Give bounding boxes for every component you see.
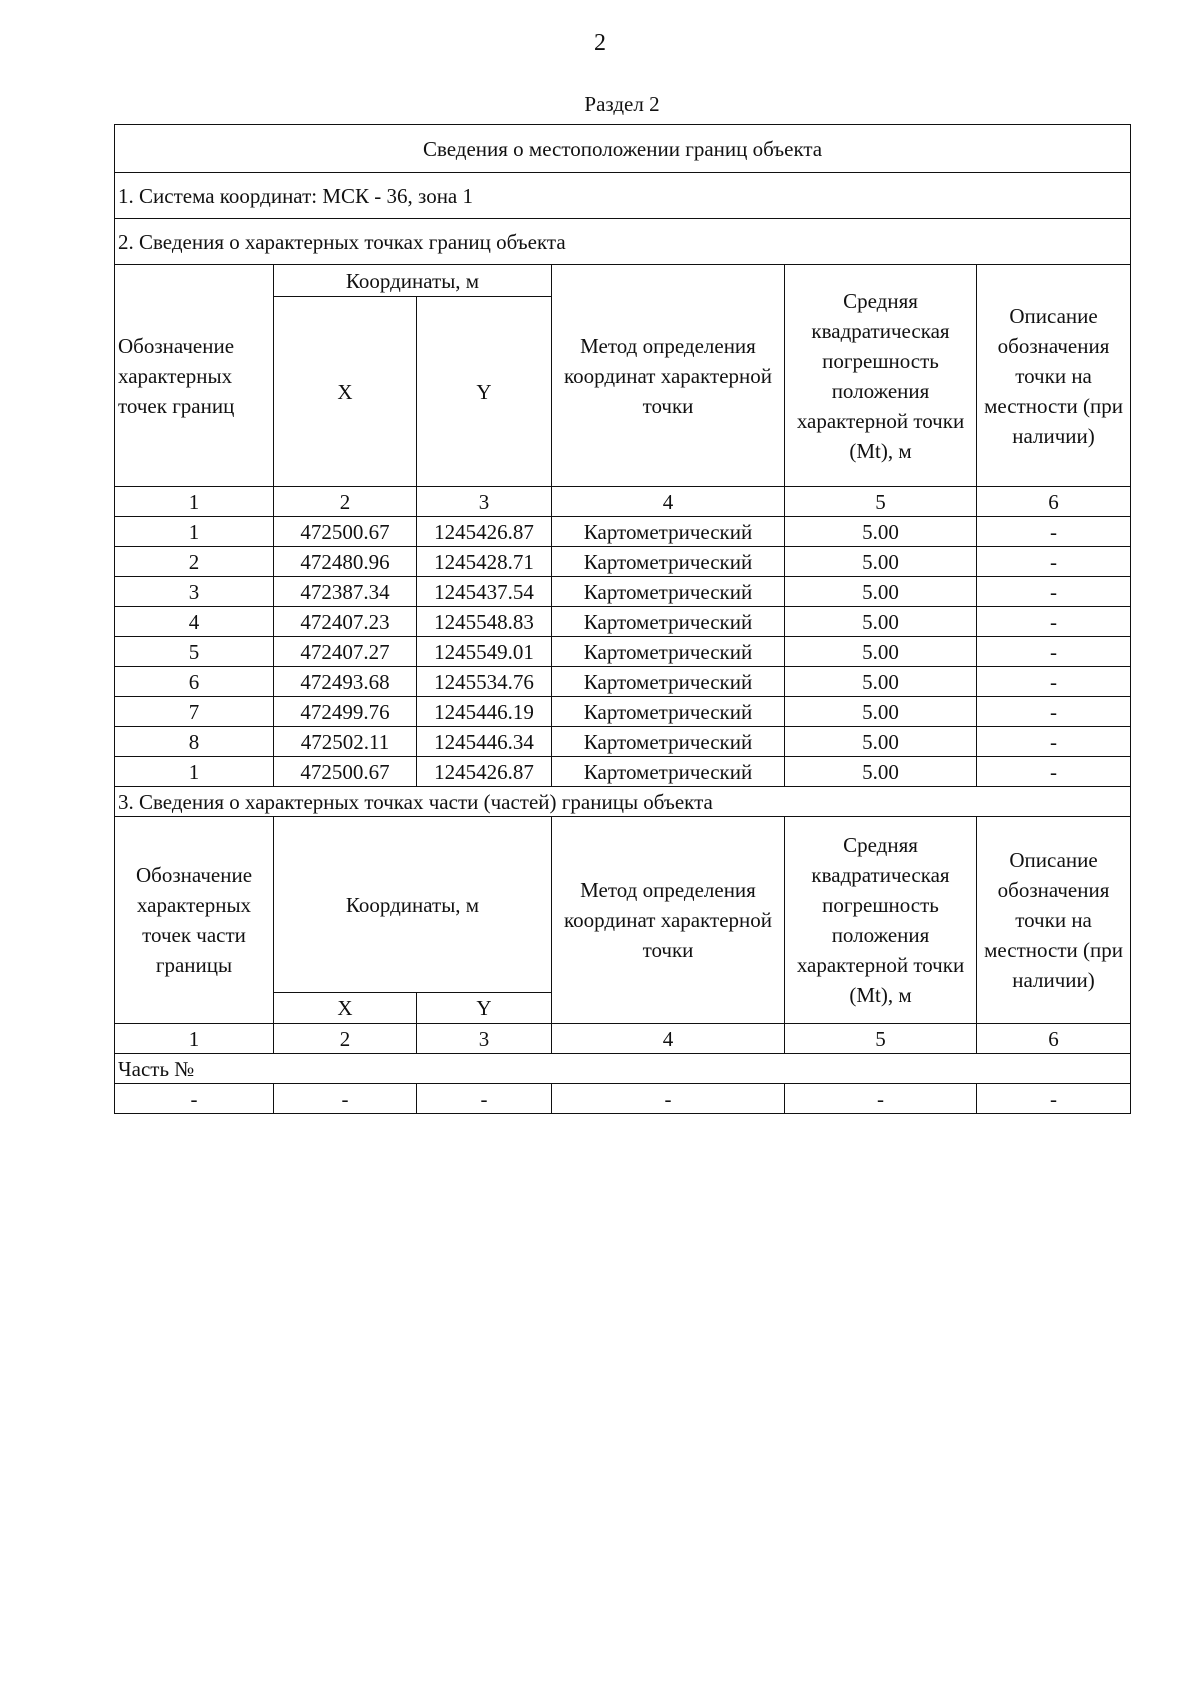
col-number: 6 [977,1024,1131,1054]
cell-x: 472500.67 [274,757,417,787]
column-number-row [115,1024,1131,1054]
block2-title: 2. Сведения о характерных точках границ объекта [115,219,1131,265]
cell-empty: - [785,1084,977,1114]
cell-description: - [977,667,1131,697]
cell-method: Картометрический [552,757,785,787]
cell-point: 8 [115,727,274,757]
boundary-table [114,124,1131,1114]
col-number: 1 [115,1024,274,1054]
table-row [115,757,1131,787]
cell-y: 1245428.71 [417,547,552,577]
cell-error: 5.00 [785,517,977,547]
cell-description: - [977,547,1131,577]
cell-point: 6 [115,667,274,697]
table-row [115,577,1131,607]
header-part-y: Y [417,993,552,1024]
header-part-coords: Координаты, м [274,817,552,993]
col-number: 1 [115,487,274,517]
cell-y: 1245426.87 [417,517,552,547]
cell-method: Картометрический [552,517,785,547]
cell-y: 1245446.34 [417,727,552,757]
col-number: 3 [417,487,552,517]
header-point: Обозначение характерных точек границ [115,265,274,487]
header-part-description: Описание обозначения точки на местности (при наличии) [977,817,1131,1024]
cell-point: 4 [115,607,274,637]
cell-error: 5.00 [785,637,977,667]
header-part-point: Обозначение характерных точек части границы [115,817,274,1024]
cell-y: 1245549.01 [417,637,552,667]
cell-empty: - [115,1084,274,1114]
col-number: 4 [552,1024,785,1054]
cell-point: 7 [115,697,274,727]
cell-y: 1245437.54 [417,577,552,607]
cell-error: 5.00 [785,607,977,637]
cell-x: 472502.11 [274,727,417,757]
col-number: 5 [785,1024,977,1054]
cell-point: 2 [115,547,274,577]
block3-title: 3. Сведения о характерных точках части (частей) границы объекта [115,787,1131,817]
cell-method: Картометрический [552,547,785,577]
cell-empty: - [977,1084,1131,1114]
cell-empty: - [552,1084,785,1114]
header-part-x: X [274,993,417,1024]
col-number: 5 [785,487,977,517]
cell-point: 5 [115,637,274,667]
cell-error: 5.00 [785,697,977,727]
table-row [115,517,1131,547]
cell-error: 5.00 [785,727,977,757]
cell-x: 472387.34 [274,577,417,607]
header-y: Y [417,297,552,487]
cell-method: Картометрический [552,697,785,727]
col-number: 2 [274,1024,417,1054]
cell-description: - [977,697,1131,727]
table-row [115,1084,1131,1114]
cell-y: 1245426.87 [417,757,552,787]
cell-point: 3 [115,577,274,607]
cell-point: 1 [115,517,274,547]
header-error: Средняя квадратическая погрешность положения характерной точки (Mt), м [785,265,977,487]
table-row [115,697,1131,727]
table-row [115,667,1131,697]
cell-error: 5.00 [785,757,977,787]
cell-y: 1245534.76 [417,667,552,697]
page-number: 2 [594,30,606,56]
coord-system: 1. Система координат: МСК - 36, зона 1 [115,173,1131,219]
cell-description: - [977,577,1131,607]
cell-x: 472480.96 [274,547,417,577]
cell-x: 472407.27 [274,637,417,667]
cell-error: 5.00 [785,577,977,607]
col-number: 4 [552,487,785,517]
cell-empty: - [274,1084,417,1114]
column-number-row [115,487,1131,517]
table-row [115,727,1131,757]
table-row [115,637,1131,667]
header-part-error: Средняя квадратическая погрешность положения характерной точки (Mt), м [785,817,977,1024]
cell-method: Картометрический [552,637,785,667]
cell-description: - [977,607,1131,637]
col-number: 6 [977,487,1131,517]
table-row [115,607,1131,637]
cell-method: Картометрический [552,607,785,637]
cell-y: 1245446.19 [417,697,552,727]
cell-method: Картометрический [552,667,785,697]
table-title: Сведения о местоположении границ объекта [115,125,1131,173]
col-number: 2 [274,487,417,517]
header-description: Описание обозначения точки на местности (при наличии) [977,265,1131,487]
cell-method: Картометрический [552,577,785,607]
cell-method: Картометрический [552,727,785,757]
cell-description: - [977,757,1131,787]
cell-x: 472407.23 [274,607,417,637]
header-coords: Координаты, м [274,265,552,297]
section-title: Раздел 2 [584,92,660,116]
header-part-method: Метод определения координат характерной точки [552,817,785,1024]
cell-description: - [977,637,1131,667]
cell-x: 472500.67 [274,517,417,547]
cell-description: - [977,727,1131,757]
cell-error: 5.00 [785,667,977,697]
cell-description: - [977,517,1131,547]
table-row [115,547,1131,577]
cell-point: 1 [115,757,274,787]
cell-error: 5.00 [785,547,977,577]
cell-empty: - [417,1084,552,1114]
cell-y: 1245548.83 [417,607,552,637]
cell-x: 472499.76 [274,697,417,727]
header-method: Метод определения координат характерной точки [552,265,785,487]
part-label: Часть № [115,1054,1131,1084]
col-number: 3 [417,1024,552,1054]
cell-x: 472493.68 [274,667,417,697]
header-x: X [274,297,417,487]
